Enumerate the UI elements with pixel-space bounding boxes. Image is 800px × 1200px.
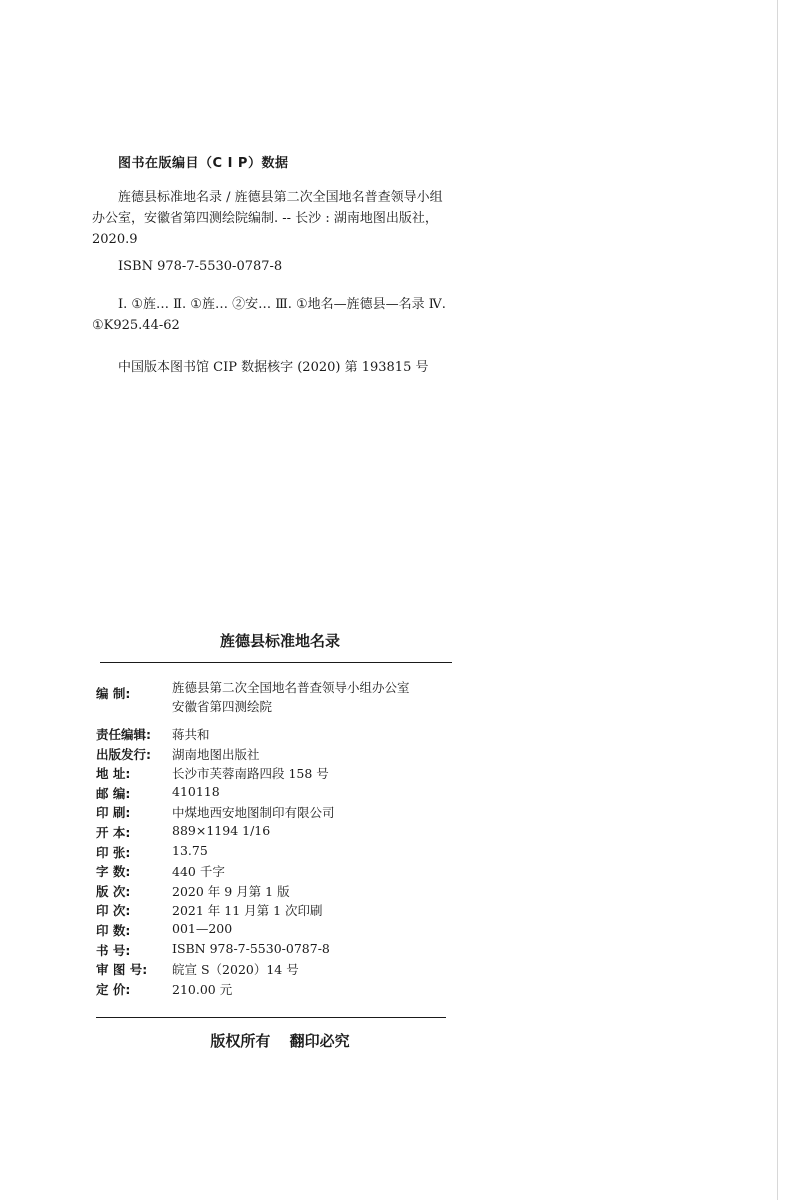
imprint-label: 开 本: — [96, 825, 131, 840]
imprint-value: 001—200 — [172, 921, 233, 936]
cip-title: 图书在版编目（C I P）数据 — [118, 156, 289, 171]
imprint-label: 印 数: — [96, 923, 131, 938]
imprint-label: 定 价: — [96, 982, 131, 997]
editor-line-2: 安徽省第四测绘院 — [172, 699, 273, 714]
imprint-value: 2020 年 9 月第 1 版 — [172, 884, 290, 899]
cip-verification: 中国版本图书馆 CIP 数据核字 (2020) 第 193815 号 — [118, 360, 429, 375]
book-title: 旌德县标准地名录 — [219, 632, 340, 650]
copyright-notice: 版权所有 翻印必究 — [210, 1032, 350, 1050]
imprint-value: 2021 年 11 月第 1 次印刷 — [172, 903, 323, 918]
page-edge — [777, 0, 778, 1200]
imprint-label: 印 次: — [96, 903, 131, 918]
imprint-value: 440 千字 — [172, 864, 225, 879]
imprint-value: 湖南地图出版社 — [172, 747, 260, 762]
imprint-label: 版 次: — [96, 884, 131, 899]
imprint-value: ISBN 978-7-5530-0787-8 — [172, 941, 330, 956]
imprint-label: 责任编辑: — [96, 727, 151, 742]
cip-description: 旌德县标准地名录 / 旌德县第二次全国地名普查领导小组办公室，安徽省第四测绘院编制. -- 长沙 : 湖南地图出版社，2020.9 — [92, 190, 443, 247]
cip-classification: Ⅰ. ①旌… Ⅱ. ①旌… ②安… Ⅲ. ①地名—旌德县—名录 Ⅳ. ①K925.44-62 — [92, 297, 446, 333]
imprint-label: 审 图 号: — [96, 962, 148, 977]
editor-line-1: 旌德县第二次全国地名普查领导小组办公室 — [172, 680, 410, 695]
imprint-label: 邮 编: — [96, 786, 131, 801]
editor-label: 编 制: — [96, 686, 131, 701]
imprint-value: 蒋共和 — [172, 727, 210, 742]
imprint-value: 皖宣 S（2020）14 号 — [172, 962, 299, 977]
imprint-value: 410118 — [172, 784, 220, 799]
imprint-label: 印 张: — [96, 845, 131, 860]
cip-isbn: ISBN 978-7-5530-0787-8 — [118, 259, 283, 274]
imprint-label: 字 数: — [96, 864, 131, 879]
imprint-value: 长沙市芙蓉南路四段 158 号 — [172, 766, 329, 781]
imprint-label: 印 刷: — [96, 805, 131, 820]
imprint-value: 889×1194 1/16 — [172, 823, 271, 838]
imprint-label: 书 号: — [96, 943, 131, 958]
imprint-label: 出版发行: — [96, 747, 151, 762]
imprint-value: 210.00 元 — [172, 982, 233, 997]
bottom-rule — [96, 1017, 446, 1018]
imprint-label: 地 址: — [96, 766, 131, 781]
imprint-value: 中煤地西安地图制印有限公司 — [172, 805, 335, 820]
imprint-value: 13.75 — [172, 843, 208, 858]
top-rule — [100, 662, 452, 663]
